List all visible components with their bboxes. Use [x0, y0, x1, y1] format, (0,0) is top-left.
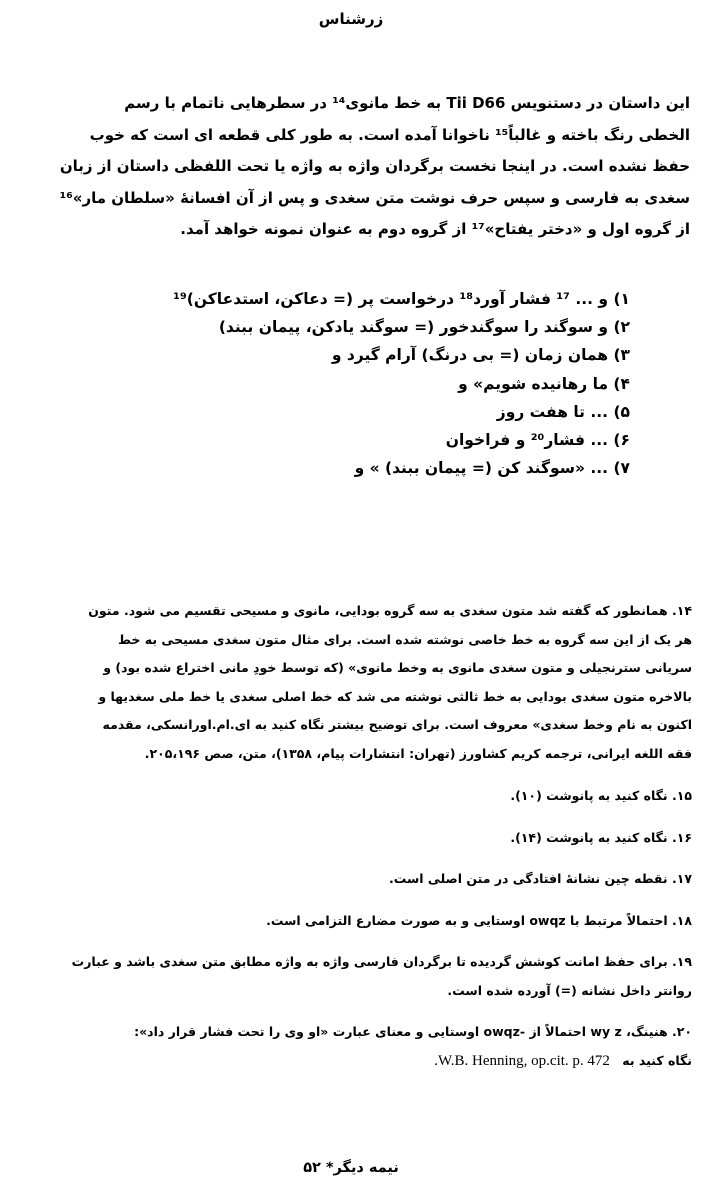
footnote-see-label: نگاه کنید به [622, 1052, 692, 1068]
footnote-line: ۱۸. احتمالاً مرتبط با owqz اوستایی و به صورت مضارع التزامی است. [266, 912, 692, 928]
page-footer: نیمه دیگر* ۵۲ [303, 1160, 399, 1176]
footnote-16 [12, 824, 692, 853]
running-header: زرشناس [318, 10, 384, 28]
numbered-verse-list [70, 285, 630, 482]
footnote-line: ۱۹. برای حفظ امانت کوشش گردیده تا برگردان فارسی واژه به واژه مطابق متن سغدی باشد و عبارت [71, 954, 692, 969]
verse-line: ۵) ... تا هفت روز [496, 402, 630, 421]
footnote-line: بالاخره متون سغدی بودایی به خط ثالثی نوشته می شد که خط اصلی سغدی یا خط ملی سغدیها و [98, 688, 692, 704]
verse-line: ۲) و سوگند را سوگندخور (= سوگند یادکن، پیمان ببند) [218, 318, 630, 337]
latin-citation: W.B. Henning, op.cit. p. 472. [434, 1052, 610, 1069]
footnote-line: اکنون به نام وخط سغدی» معروف است. برای توضیح بیشتر نگاه کنید به ای.ام.اورانسکی، مقدمه [102, 717, 692, 732]
footnote-line: ۲۰. هنینگ، wy z احتمالاً از -owqz اوستایی و معنای عبارت «او وی را تحت فشار قرار داد»: [134, 1024, 692, 1039]
intro-paragraph [14, 88, 690, 246]
footnote-14 [12, 597, 692, 768]
footnote-19 [12, 948, 692, 1005]
intro-line: سغدی به فارسی و سپس حرف نوشت متن سغدی و پس از آن افسانهٔ «سلطان مار»¹⁶ [59, 188, 690, 207]
footnote-line: سریانی سترنجیلی و متون سغدی مانوی به وخط مانوی» (که توسط خودِ مانی اختراع شده بود) و [103, 660, 692, 675]
verse-line: ۷) ... «سوگند کن (= پیمان ببند) » و [354, 459, 630, 478]
footnote-line: ۱۷. نقطه چین نشانهٔ افتادگی در متن اصلی است. [389, 871, 692, 886]
footnote-line: ۱۴. همانطور که گفته شد متون سغدی به سه گروه بودایی، مانوی و مسیحی تقسیم می شود. متون [88, 603, 692, 618]
intro-line: حفظ نشده است. در اینجا نخست برگردان واژه به واژه یا تحت اللفظی داستان از زبان [59, 157, 690, 175]
footnote-line [12, 1047, 692, 1076]
intro-line: الخطی رنگ باخته و غالباً¹⁵ ناخوانا آمده است. به طور کلی قطعه ای است که خوب [89, 125, 690, 144]
footnote-17 [12, 865, 692, 894]
footnote-line: ۱۶. نگاه کنید به پانوشت (۱۴). [510, 829, 692, 845]
verse-line: ۳) همان زمان (= بی درنگ) آرام گیرد و [331, 346, 630, 365]
footnote-line: هر یک از این سه گروه به خط خاصی نوشته شده است. برای مثال متون سغدی مسیحی به خط [118, 631, 692, 647]
footnote-15 [12, 782, 692, 811]
footnote-18 [12, 907, 692, 936]
intro-line: این داستان در دستنویس Tii D66 به خط مانوی¹⁴ در سطرهایی ناتمام با رسم [124, 94, 690, 112]
footnote-line: روانتر داخل نشانه (=) آورده شده است. [447, 982, 692, 998]
verse-line: ۱) و ... ¹⁷ فشار آورد¹⁸ درخواست پر (= دعاکن، استدعاکن)¹⁹ [173, 290, 630, 308]
footnotes [12, 597, 692, 1075]
footnote-line: ۱۵. نگاه کنید به پانوشت (۱۰). [510, 788, 692, 803]
verse-line: ۶) ... فشار²⁰ و فراخوان [445, 431, 630, 450]
verse-line: ۴) ما رهانیده شویم» و [458, 374, 630, 393]
intro-line: از گروه اول و «دختر یفتاح»¹⁷ از گروه دوم به عنوان نمونه خواهد آمد. [180, 220, 690, 238]
footnote-line: فقه اللغه ایرانی، ترجمه کریم کشاورز (تهران: انتشارات پیام، ۱۳۵۸)، متن، صص ۲۰۵،۱۹۶. [144, 745, 692, 761]
footnote-20 [12, 1018, 692, 1075]
